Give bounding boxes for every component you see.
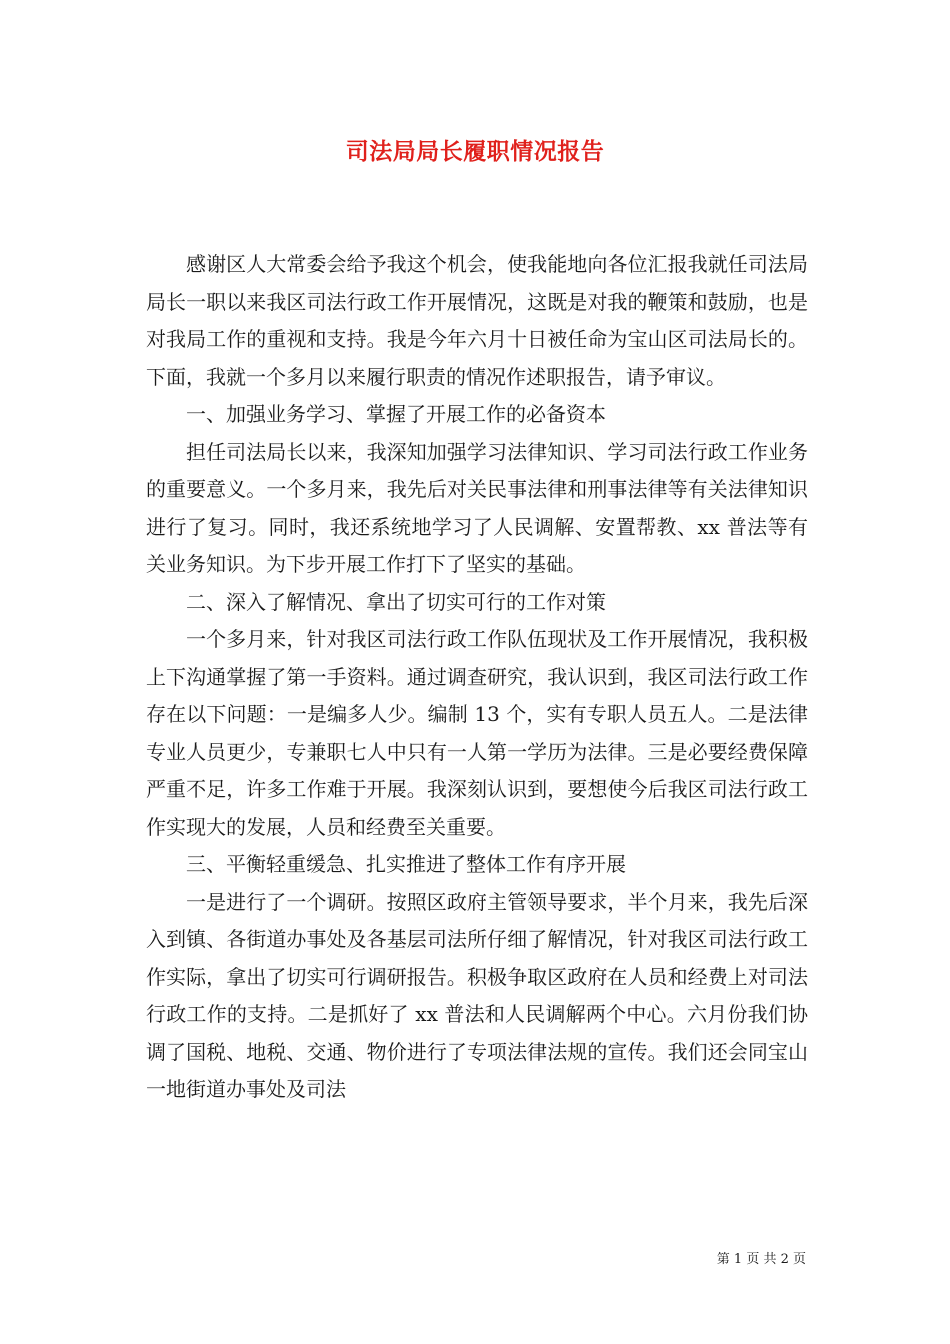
document-body <box>146 246 808 1109</box>
section-heading-3: 三、平衡轻重缓急、扎实推进了整体工作有序开展 <box>186 852 626 876</box>
page-number: 第 1 页 共 2 页 <box>716 1252 806 1267</box>
paragraph-section-3: 一是进行了一个调研。按照区政府主管领导要求，半个月来，我先后深入到镇、各街道办事处及各基层司法所仔细了解情况，针对我区司法行政工作实际，拿出了切实可行调研报告。积极争取区政府在人员和经费上对司法行政工作的支持。二是抓好了 xx 普法和人民调解两个中心。六月份我们协调了国税、地税、交通、物价进行了专项法律法规的宣传。我们还会同宝山一地街道办事处及司法 <box>146 889 808 1101</box>
document-title: 司法局局长履职情况报告 <box>345 139 605 165</box>
paragraph-section-2: 一个多月来，针对我区司法行政工作队伍现状及工作开展情况，我积极上下沟通掌握了第一手资料。通过调查研究，我认识到，我区司法行政工作存在以下问题：一是编多人少。编制 13 个，实有专职人员五人。二是法律专业人员更少，专兼职七人中只有一人第一学历为法律。三是必要经费保障严重不足，许多工作难于开展。我深刻认识到，要想使今后我区司法行政工作实现大的发展，人员和经费至关重要。 <box>146 627 808 839</box>
section-heading-2: 二、深入了解情况、拿出了切实可行的工作对策 <box>186 589 606 614</box>
paragraph-intro: 感谢区人大常委会给予我这个机会，使我能地向各位汇报我就任司法局局长一职以来我区司法行政工作开展情况，这既是对我的鞭策和鼓励，也是对我局工作的重视和支持。我是今年六月十日被任命为宝山区司法局长的。下面，我就一个多月以来履行职责的情况作述职报告，请予审议。 <box>146 252 808 389</box>
paragraph-section-1: 担任司法局长以来，我深知加强学习法律知识、学习司法行政工作业务的重要意义。一个多月来，我先后对关民事法律和刑事法律等有关法律知识进行了复习。同时，我还系统地学习了人民调解、安置帮教、xx 普法等有关业务知识。为下步开展工作打下了坚实的基础。 <box>146 439 808 576</box>
section-heading-1: 一、加强业务学习、掌握了开展工作的必备资本 <box>186 402 606 426</box>
